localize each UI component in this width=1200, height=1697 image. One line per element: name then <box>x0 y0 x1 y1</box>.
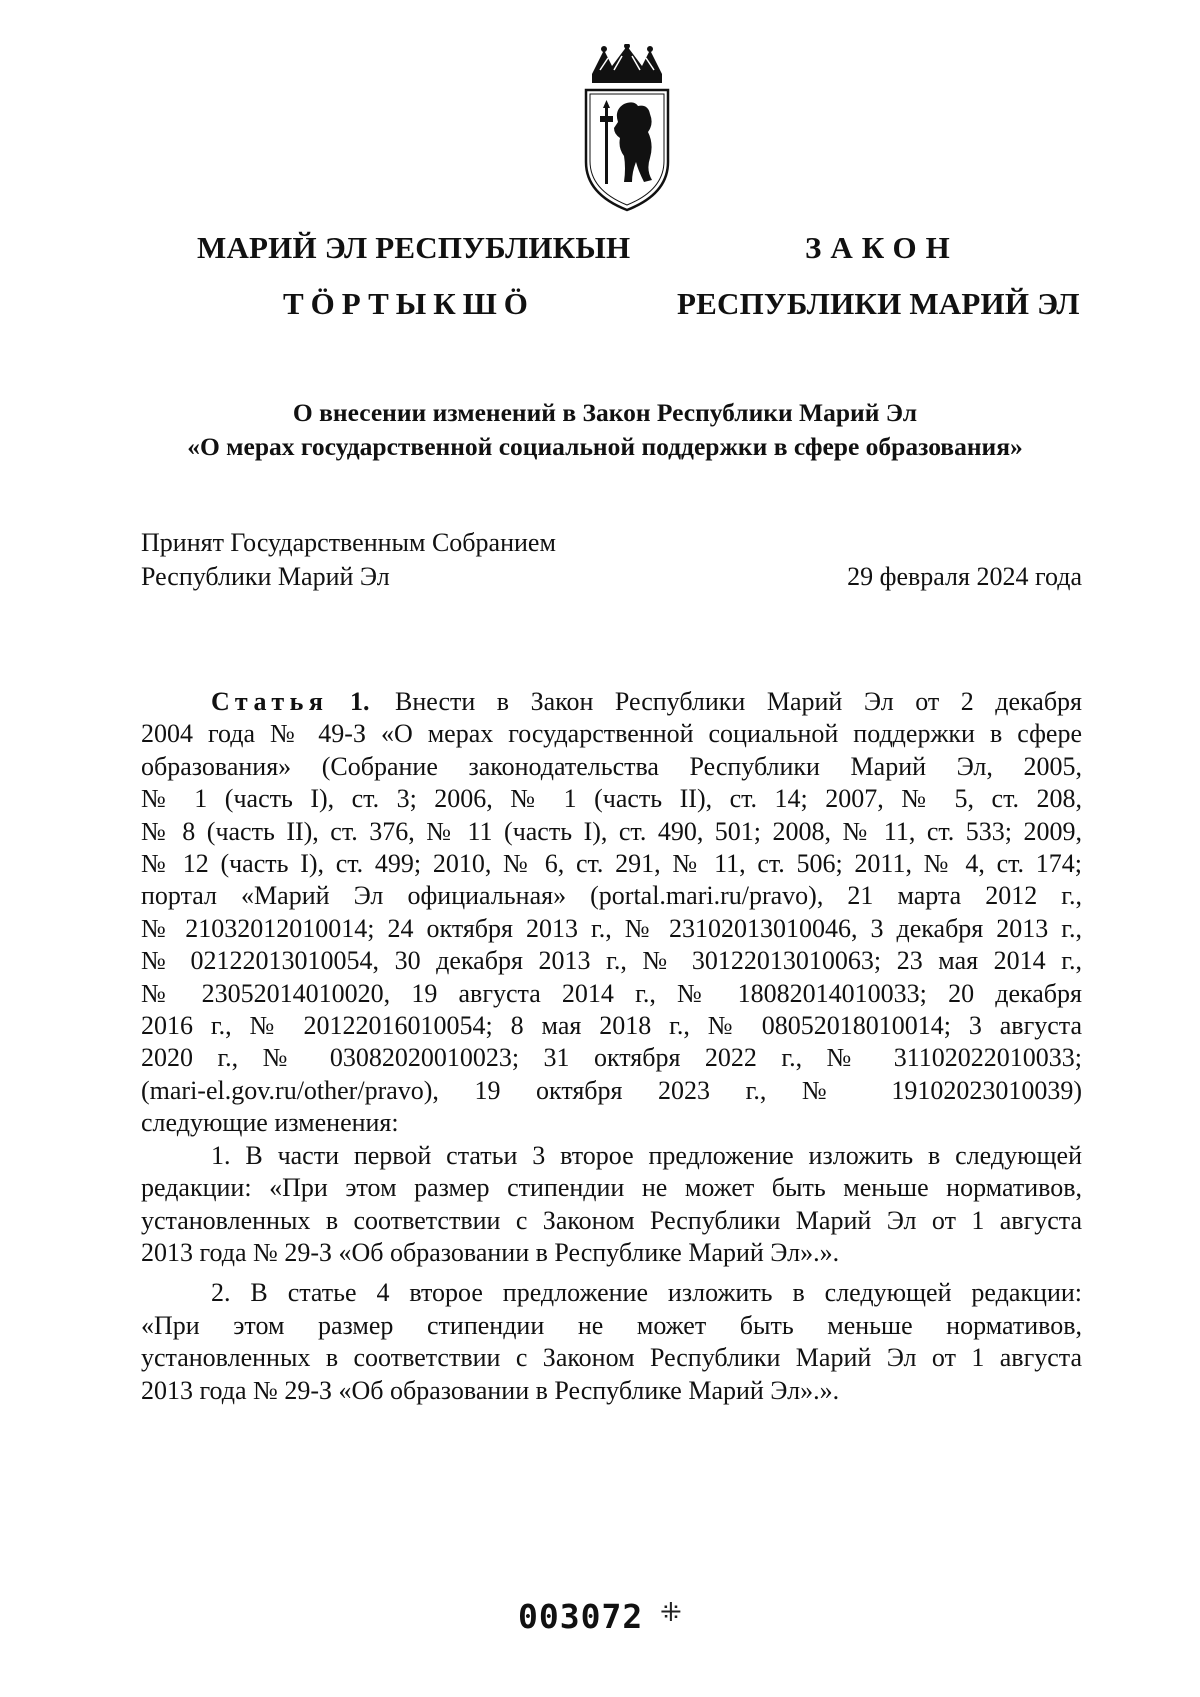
item-1-line: 1. В части первой статьи 3 второе предложение изложить в следующей <box>211 1140 1082 1170</box>
adopted-by-line2: Республики Марий Эл <box>141 562 390 591</box>
item-2-line: 2. В статье 4 второе предложение изложить в следующей редакции: <box>211 1278 1082 1308</box>
article-line: 2016 г., № 20122016010054; 8 мая 2018 г., № 08052018010014; 3 августа <box>141 1011 1082 1041</box>
header-right-line2: РЕСПУБЛИКИ МАРИЙ ЭЛ <box>677 286 1080 321</box>
article-line-text: Внести в Закон Республики Марий Эл от 2 декабря <box>395 687 1083 716</box>
header-left-line2: ТӦРТЫКШӦ <box>283 286 535 321</box>
article-line: следующие изменения: <box>141 1108 399 1138</box>
item-2-line: установленных в соответствии с Законом Республики Марий Эл от 1 августа <box>141 1343 1082 1373</box>
article-line: № 21032012010014; 24 октября 2013 г., № 23102013010046, 3 декабря 2013 г., <box>141 913 1082 943</box>
header-right-line1: ЗАКОН <box>805 230 959 265</box>
article-line: портал «Марий Эл официальная» (portal.mari.ru/pravo), 21 марта 2012 г., <box>141 881 1082 911</box>
stamp-mark-icon: ⁜ <box>660 1598 682 1628</box>
article-line: № 02122013010054, 30 декабря 2013 г., № 30122013010063; 23 мая 2014 г., <box>141 946 1082 976</box>
article-line: № 12 (часть I), ст. 499; 2010, № 6, ст. 291, № 11, ст. 506; 2011, № 4, ст. 174; <box>141 849 1082 879</box>
item-2-line: 2013 года № 29-З «Об образовании в Республике Марий Эл».». <box>141 1375 840 1405</box>
article-line: образования» (Собрание законодательства Республики Марий Эл, 2005, <box>141 751 1082 781</box>
document-serial-number: 003072 <box>518 1597 644 1636</box>
article-line: № 1 (часть I), ст. 3; 2006, № 1 (часть II), ст. 14; 2007, № 5, ст. 208, <box>141 784 1082 814</box>
document-title-line1: О внесении изменений в Закон Республики Марий Эл <box>292 398 918 427</box>
article-line: № 8 (часть II), ст. 376, № 11 (часть I), ст. 490, 501; 2008, № 11, ст. 533; 2009, <box>141 816 1082 846</box>
article-line: 2004 года № 49-З «О мерах государственной социальной поддержки в сфере <box>141 719 1082 749</box>
header-left-line1: МАРИЙ ЭЛ РЕСПУБЛИКЫН <box>197 230 631 265</box>
article-heading: Статья <box>211 687 329 716</box>
coat-of-arms-icon <box>574 44 680 214</box>
article-1 <box>141 686 1082 1407</box>
item-1-line: редакции: «При этом размер стипендии не может быть меньше нормативов, <box>141 1173 1082 1203</box>
item-1-line: 2013 года № 29-З «Об образовании в Республике Марий Эл».». <box>141 1237 840 1267</box>
article-line: (mari-el.gov.ru/other/pravo), 19 октября 2023 г., № 19102023010039) <box>141 1075 1082 1105</box>
item-1-line: установленных в соответствии с Законом Республики Марий Эл от 1 августа <box>141 1205 1082 1235</box>
article-line <box>141 686 1082 718</box>
adopted-by-line1: Принят Государственным Собранием <box>141 528 556 557</box>
item-2-line: «При этом размер стипендии не может быть меньше нормативов, <box>141 1310 1082 1340</box>
article-number: 1. <box>349 687 370 716</box>
article-line: 2020 г., № 03082020010023; 31 октября 2022 г., № 31102022010033; <box>141 1043 1082 1073</box>
document-title-line2: «О мерах государственной социальной поддержки в сфере образования» <box>187 432 1023 461</box>
adopted-date: 29 февраля 2024 года <box>847 562 1082 591</box>
article-line: № 23052014010020, 19 августа 2014 г., № 18082014010033; 20 декабря <box>141 978 1082 1008</box>
